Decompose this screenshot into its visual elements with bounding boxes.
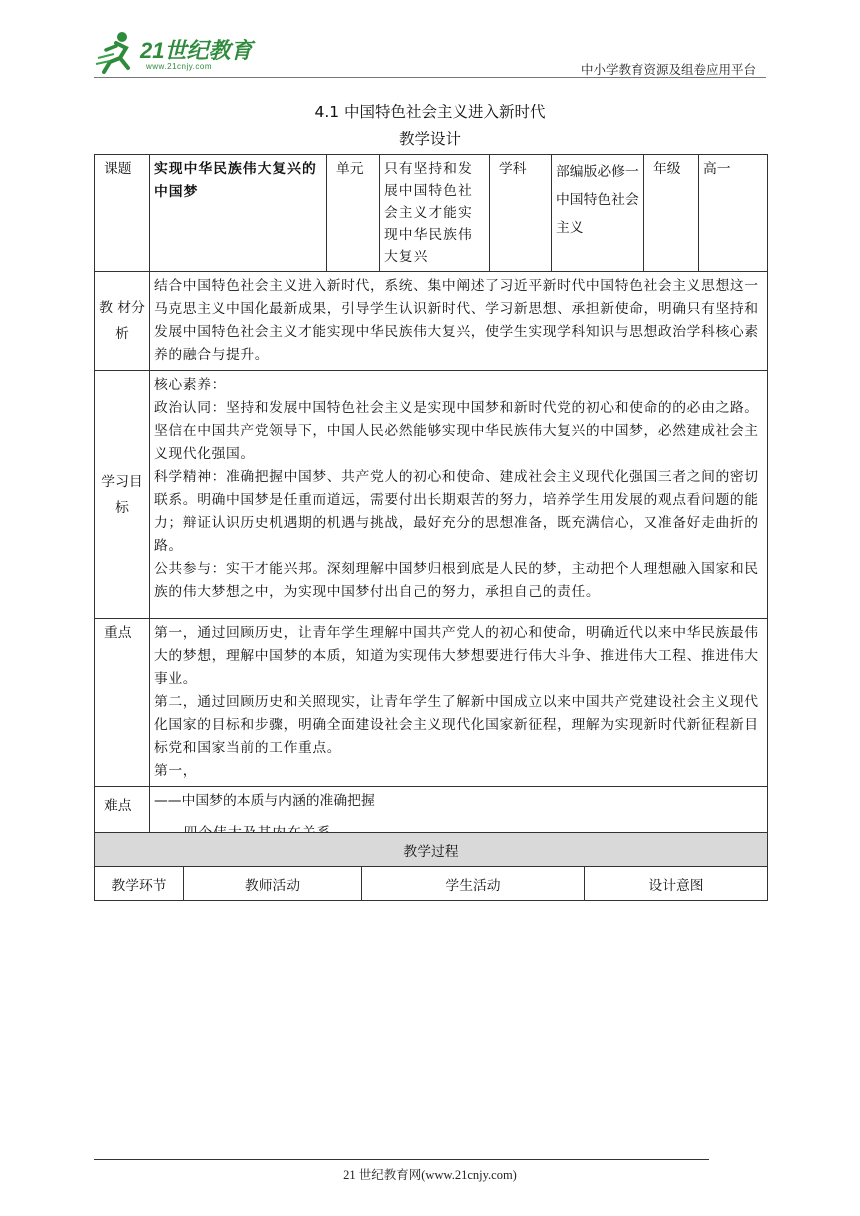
process-title: 教学过程: [95, 833, 768, 867]
column-header: 学生活动: [362, 867, 585, 901]
key-points-content: [150, 619, 768, 787]
platform-name: 中小学教育资源及组卷应用平台: [580, 63, 756, 77]
column-header: 设计意图: [585, 867, 768, 901]
column-header: 教师活动: [184, 867, 362, 901]
grade-label: 年级: [644, 155, 699, 272]
document-subtitle: 教学设计: [398, 130, 461, 148]
info-row: [95, 155, 768, 272]
unit-label: 单元: [327, 155, 380, 272]
objectives-row: [95, 371, 768, 619]
document-title: 4.1 中国特色社会主义进入新时代: [314, 103, 546, 121]
process-title-row: [95, 833, 768, 867]
teaching-process-table: [94, 832, 768, 901]
unit-value: 只有坚持和发展中国特色社会主义才能实现中华民族伟大复兴: [380, 155, 490, 272]
material-text: 结合中国特色社会主义进入新时代，系统、集中阐述了习近平新时代中国特色社会主义思想这一马克思主义中国化最新成果，引导学生认识新时代、学习新思想、承担新使命，明确只有坚持和发展中国特色社会主义才能实现中华民族伟大复兴，使学生实现学科知识与思想政治学科核心素养的融合与提升。: [150, 272, 768, 371]
topic-value: 实现中华民族伟大复兴的中国梦: [150, 155, 327, 272]
material-row: [95, 272, 768, 371]
key-point-2: 第二，通过回顾历史和关照现实，让青年学生了解新中国成立以来中国共产党建设社会主义现代化国家的目标和步骤，明确全面建设社会主义现代化国家新征程，理解为实现新时代新征程新目标党和国家当前的工作重点。: [154, 694, 759, 756]
objectives-label-text: 学习目标: [101, 473, 143, 516]
topic-label: 课题: [95, 155, 150, 272]
objectives-intro: 核心素养：: [154, 377, 226, 393]
logo-text: 21世纪教育: [140, 38, 253, 63]
lesson-plan-table: [94, 154, 768, 853]
objective-public: 公共参与：实干才能兴邦。深刻理解中国梦归根到底是人民的梦，主动把个人理想融入国家和民族的伟大梦想之中，为实现中国梦付出自己的努力，承担自己的责任。: [154, 561, 759, 600]
objectives-label: [95, 371, 150, 619]
process-header-row: [95, 867, 768, 901]
difficulties-label: 难点: [95, 787, 150, 853]
objectives-content: [150, 371, 768, 619]
objective-political: 政治认同：坚持和发展中国特色社会主义是实现中国梦和新时代党的初心和使命的的必由之路。坚信在中国共产党领导下，中国人民必然能够实现中华民族伟大复兴的中国梦，必然建成社会主义现代化强国。: [154, 400, 759, 462]
column-header: 教学环节: [95, 867, 184, 901]
key-point-3: 第一，: [154, 763, 198, 779]
page-header: [94, 28, 766, 78]
difficulty-1: ——中国梦的本质与内涵的准确把握: [154, 793, 375, 809]
footer-divider: [94, 1159, 709, 1160]
objective-scientific: 科学精神：准确把握中国梦、共产党人的初心和使命、建成社会主义现代化强国三者之间的密切联系。明确中国梦是任重而道远，需要付出长期艰苦的努力，培养学生用发展的观点看问题的能力；辩证认识历史机遇期的机遇与挑战，最好充分的思想准备，既充满信心，又准备好走曲折的路。: [154, 469, 759, 554]
subject-label: 学科: [490, 155, 552, 272]
header-divider: [94, 77, 766, 78]
key-point-1: 第一，通过回顾历史，让青年学生理解中国共产党人的初心和使命，明确近代以来中华民族最伟大的梦想，理解中国梦的本质，知道为实现伟大梦想要进行伟大斗争、推进伟大工程、推进伟大事业。: [154, 625, 759, 687]
key-points-label: 重点: [95, 619, 150, 787]
subject-value: 部编版必修一中国特色社会主义: [552, 155, 644, 272]
logo-url: www.21cnjy.com: [146, 62, 212, 71]
site-logo[interactable]: [94, 28, 264, 76]
grade-value: 高一: [699, 155, 768, 272]
material-label-text: 教 材分析: [99, 300, 145, 342]
key-points-row: [95, 619, 768, 787]
material-label: [95, 272, 150, 371]
runner-logo-icon: [94, 28, 140, 76]
page-footer[interactable]: 21 世纪教育网(www.21cnjy.com): [343, 1168, 517, 1182]
